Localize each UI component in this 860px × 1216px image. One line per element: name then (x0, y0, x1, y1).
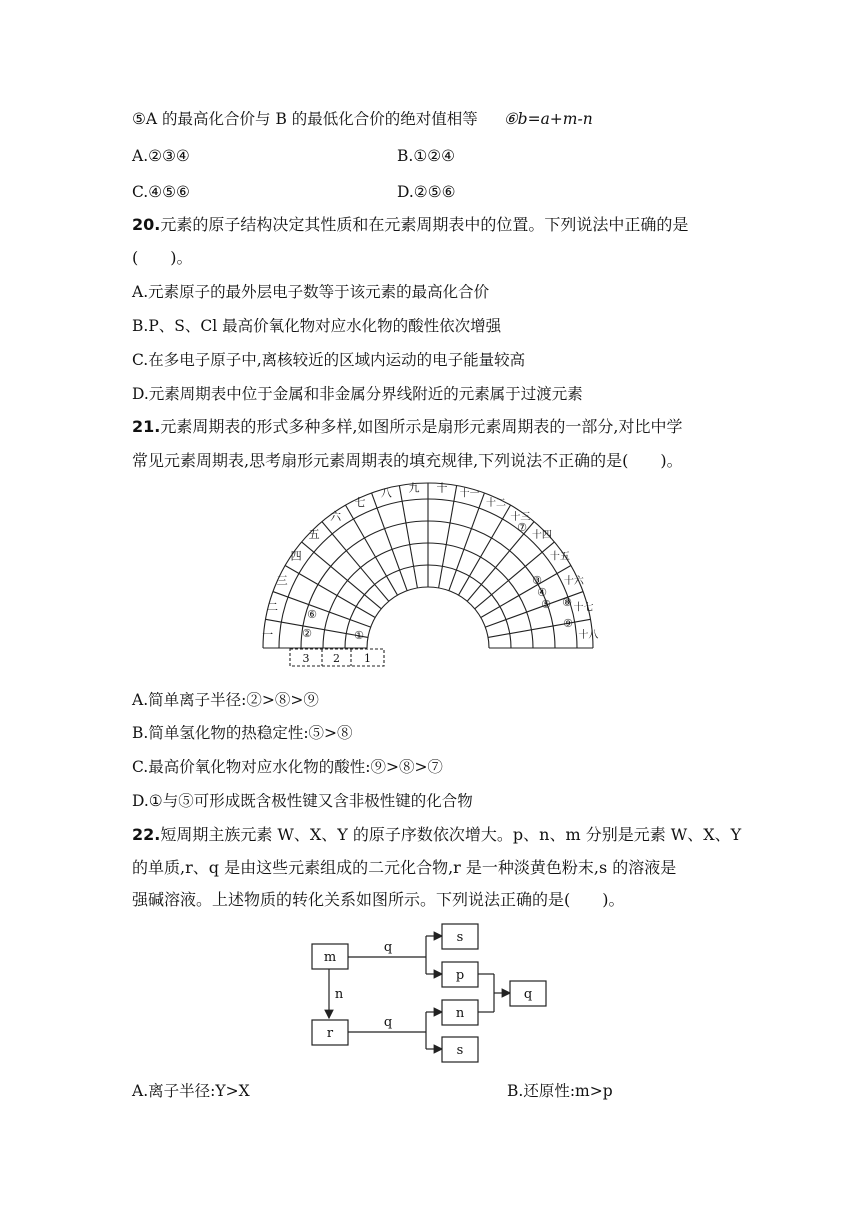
arrow-label-q1: q (383, 940, 393, 955)
group-label: 十六 (563, 575, 584, 587)
q20-stem (132, 214, 688, 236)
group-label: 三 (276, 573, 288, 587)
group-label: 一 (262, 627, 274, 641)
element-mark: ① (354, 629, 364, 642)
group-label: 五 (308, 528, 320, 542)
group-label: 七 (354, 496, 366, 510)
group-label: 十一 (459, 488, 480, 500)
element-mark: ③ (532, 574, 542, 587)
fan-divider (449, 493, 485, 591)
q21-option-a[interactable]: A.简单离子半径:②>⑧>⑨ (132, 691, 319, 709)
group-label: 十八 (578, 629, 599, 641)
q21-stem-line2: 常见元素周期表,思考扇形元素周期表的填充规律,下列说法不正确的是( )。 (132, 451, 683, 470)
label-r: r (326, 1026, 334, 1041)
q19-options-row2 (132, 181, 456, 203)
element-mark: ⑦ (517, 521, 527, 534)
fan-divider (322, 522, 389, 602)
label-m: m (323, 950, 337, 965)
period-label: 3 (302, 652, 310, 665)
element-mark: ⑧ (562, 596, 572, 609)
fan-divider (439, 486, 457, 588)
q21-number: 21. (132, 417, 161, 436)
fan-divider (372, 493, 408, 591)
period-label: 2 (333, 652, 340, 665)
element-mark: ④ (537, 586, 547, 599)
q22-stem-line2: 的单质,r、q 是由这些元素组成的二元化合物,r 是一种淡黄色粉末,s 的溶液是 (132, 858, 677, 877)
q19-option-b[interactable]: B.①②④ (397, 147, 456, 165)
label-s1: s (456, 930, 464, 945)
q19-statement-5: ⑤A 的最高化合价与 B 的最低化合价的绝对值相等 (132, 110, 478, 128)
label-n: n (455, 1006, 465, 1021)
group-label: 四 (290, 549, 302, 563)
q22-option-a[interactable]: A.离子半径:Y>X (132, 1082, 250, 1100)
q21-option-b[interactable]: B.简单氢化物的热稳定性:⑤>⑧ (132, 724, 353, 742)
q22-number: 22. (132, 825, 161, 844)
fan-arc (367, 587, 489, 648)
q20-stem-line1: 元素的原子结构决定其性质和在元素周期表中的位置。下列说法中正确的是 (160, 215, 689, 234)
q19-option-a[interactable]: A.②③④ (132, 147, 190, 165)
group-label: 十三 (510, 512, 531, 524)
q19-options-row1 (132, 145, 456, 167)
q22-stem-line1: 短周期主族元素 W、X、Y 的原子序数依次增大。p、n、m 分别是元素 W、X、Y (160, 825, 742, 844)
group-label: 九 (408, 481, 420, 495)
fan-divider (488, 619, 590, 637)
q21-stem (132, 416, 683, 438)
group-label: 八 (380, 486, 392, 500)
q19-option-d[interactable]: D.②⑤⑥ (397, 183, 456, 201)
label-p: p (455, 968, 465, 983)
label-q: q (523, 987, 533, 1002)
fan-labels (262, 481, 598, 665)
element-mark: ⑤ (541, 598, 551, 611)
q21-stem-line1: 元素周期表的形式多种多样,如图所示是扇形元素周期表的一部分,对比中学 (160, 417, 683, 436)
group-label: 十五 (549, 551, 570, 563)
q21-option-d[interactable]: D.①与⑤可形成既含极性键又含非极性键的化合物 (132, 792, 473, 810)
element-mark: ⑥ (307, 608, 317, 621)
fan-periodic-table-figure (262, 481, 599, 670)
q20-option-c[interactable]: C.在多电子原子中,离核较近的区域内运动的电子能量较高 (132, 351, 526, 369)
q20-option-b[interactable]: B.P、S、Cl 最高价氧化物对应水化物的酸性依次增强 (132, 317, 502, 335)
group-label: 十七 (573, 602, 594, 614)
fan-divider (302, 542, 382, 609)
q22-stem-line3: 强碱溶液。上述物质的转化关系如图所示。下列说法正确的是( )。 (132, 890, 625, 909)
q19-statement-line (132, 108, 593, 130)
q19-option-c[interactable]: C.④⑤⑥ (132, 183, 190, 201)
element-mark: ② (302, 627, 312, 640)
arrow-label-n: n (334, 987, 344, 1002)
q20-option-a[interactable]: A.元素原子的最外层电子数等于该元素的最高化合价 (132, 283, 490, 301)
q22-options-row1 (132, 1080, 613, 1102)
q22-option-b[interactable]: B.还原性:m>p (507, 1082, 613, 1100)
q20-stem-line2: ( )。 (132, 248, 193, 267)
group-label: 六 (330, 510, 342, 524)
period-label: 1 (364, 652, 371, 665)
group-label: 十二 (486, 498, 507, 510)
fan-grid (246, 466, 610, 666)
element-mark: ⑨ (563, 617, 573, 630)
q21-option-c[interactable]: C.最高价氧化物对应水化物的酸性:⑨>⑧>⑦ (132, 758, 443, 776)
group-label: 十 (436, 481, 448, 495)
group-label: 十四 (531, 530, 552, 542)
q20-option-d[interactable]: D.元素周期表中位于金属和非金属分界线附近的元素属于过渡元素 (132, 385, 583, 403)
conversion-flow-diagram (306, 918, 556, 1068)
arrow-label-q2: q (383, 1015, 393, 1030)
label-s2: s (456, 1043, 464, 1058)
q22-stem (132, 824, 741, 846)
q19-statement-6: ⑥b=a+m-n (503, 110, 593, 128)
q20-number: 20. (132, 215, 161, 234)
group-label: 二 (266, 600, 278, 614)
fan-divider (266, 619, 368, 637)
fan-divider (399, 486, 417, 588)
fan-divider (273, 592, 371, 628)
